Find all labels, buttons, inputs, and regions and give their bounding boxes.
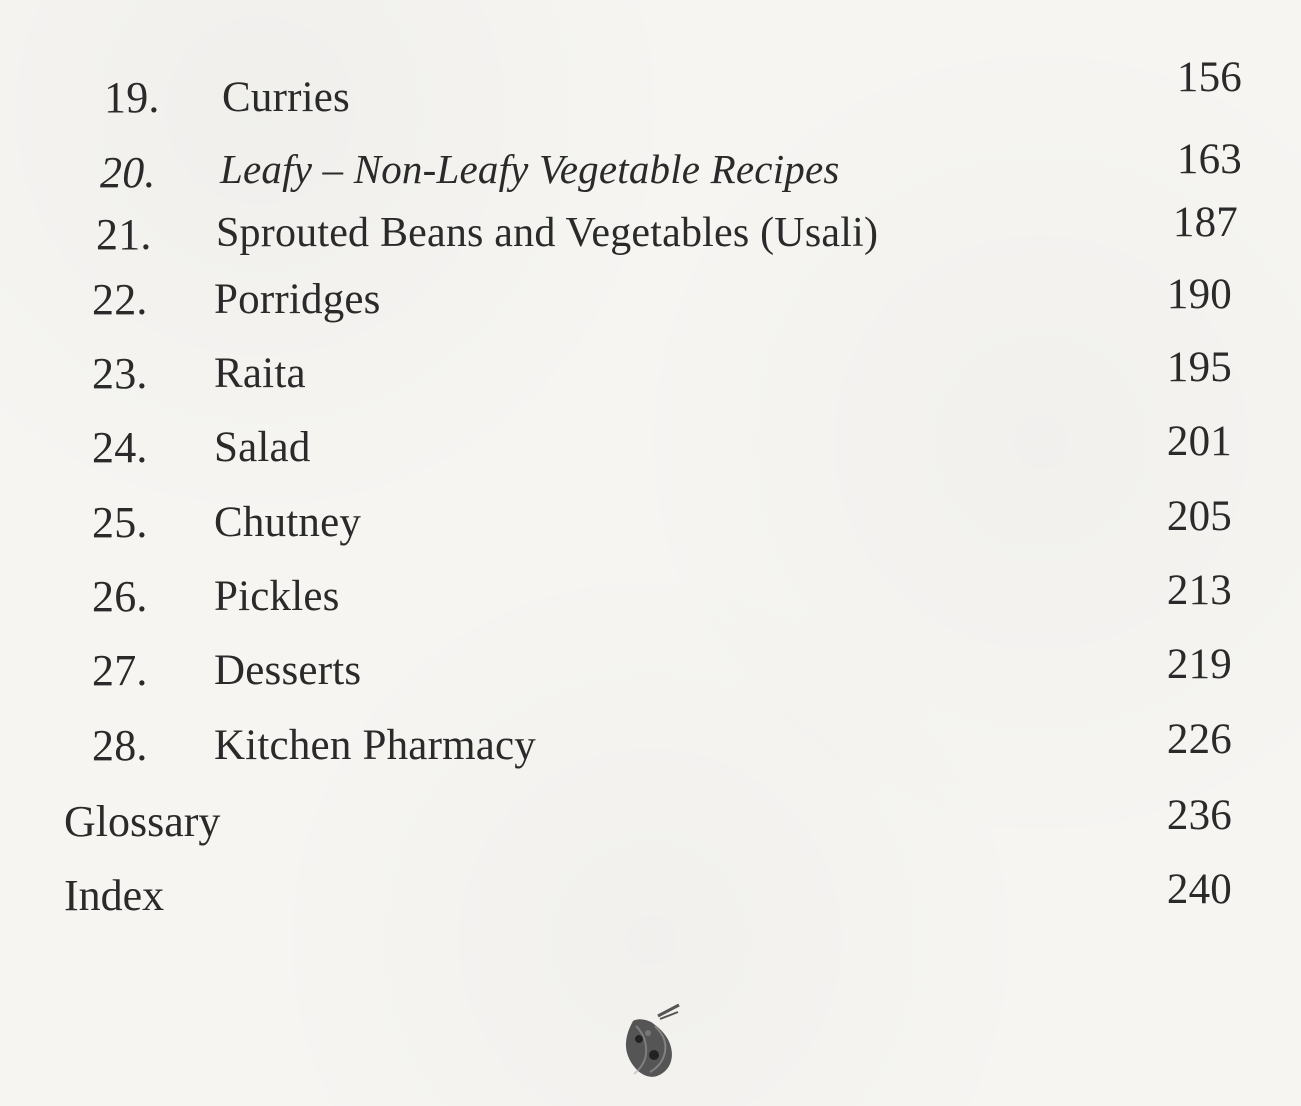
- entry-number: 21.: [96, 210, 152, 259]
- entry-title: Raita: [214, 350, 306, 397]
- toc-entry-23: [0, 344, 1301, 404]
- entry-page: 226: [1166, 716, 1232, 763]
- entry-number: 22.: [92, 275, 148, 324]
- entry-title: Kitchen Pharmacy: [214, 722, 537, 769]
- entry-page: 219: [1166, 641, 1232, 688]
- entry-number: 28.: [92, 721, 148, 770]
- entry-page: 190: [1166, 271, 1232, 318]
- toc-entry-26: [0, 567, 1301, 627]
- entry-page: 187: [1172, 199, 1238, 246]
- toc-entry-22: [0, 270, 1301, 330]
- entry-number: 26.: [92, 572, 148, 621]
- toc-entry-25: [0, 493, 1301, 553]
- entry-title: Desserts: [214, 647, 362, 694]
- entry-page: 201: [1166, 418, 1232, 465]
- ornament-icon: [612, 1002, 684, 1086]
- toc-entry-28: [0, 716, 1301, 776]
- toc-entry-19: [0, 54, 1301, 128]
- glossary-title: Glossary: [64, 797, 221, 846]
- entry-title: Pickles: [214, 573, 340, 620]
- entry-page: 213: [1166, 567, 1232, 614]
- entry-page: 163: [1176, 136, 1242, 183]
- entry-title: Porridges: [214, 276, 381, 323]
- index-page: 240: [1166, 866, 1232, 913]
- index-title: Index: [64, 871, 165, 920]
- entry-number: 20.: [100, 148, 156, 197]
- toc-entry-27: [0, 641, 1301, 701]
- toc-entry-20: [0, 136, 1301, 203]
- entry-number: 24.: [92, 423, 148, 472]
- entry-title: Leafy – Non-Leafy Vegetable Recipes: [220, 146, 840, 192]
- toc-entry-21: [0, 199, 1301, 265]
- entry-number: 19.: [104, 73, 160, 122]
- entry-title: Chutney: [214, 499, 362, 546]
- entry-number: 27.: [92, 646, 148, 695]
- entry-number: 25.: [92, 498, 148, 547]
- entry-page: 156: [1176, 54, 1242, 101]
- entry-number: 23.: [92, 349, 148, 398]
- toc-index: [0, 866, 1301, 926]
- entry-title: Salad: [214, 424, 311, 471]
- entry-page: 195: [1166, 344, 1232, 391]
- entry-page: 205: [1166, 493, 1232, 540]
- glossary-page: 236: [1166, 792, 1232, 839]
- entry-title: Curries: [222, 74, 350, 121]
- entry-title: Sprouted Beans and Vegetables (Usali): [216, 210, 879, 256]
- toc-glossary: [0, 792, 1301, 852]
- toc-entry-24: [0, 418, 1301, 478]
